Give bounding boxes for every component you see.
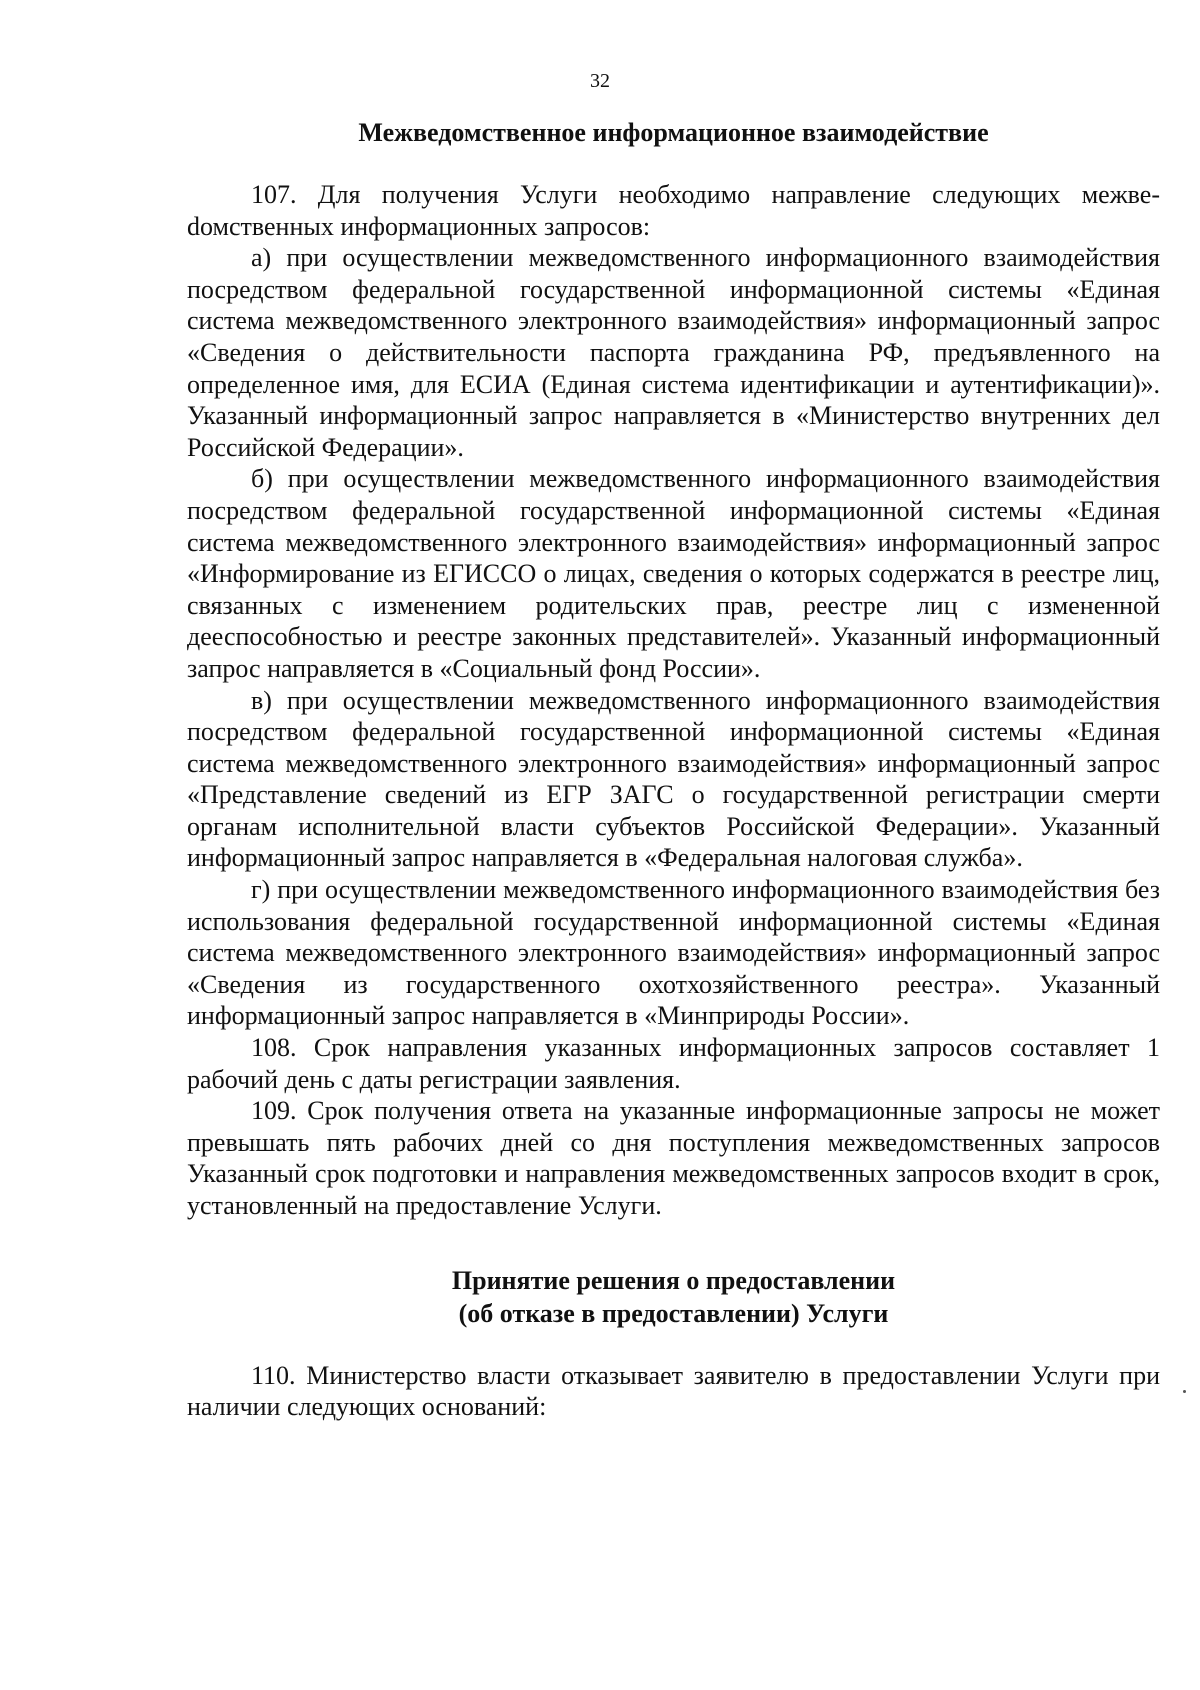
paragraph-107: 107. Для получения Услуги необходимо направление следующих межвеdомственных информационных запросов: bbox=[187, 180, 1160, 241]
paragraph-110: 110. Министерство власти отказывает заявителю в предоставлении Услуги при наличии следующих оснований: bbox=[187, 1360, 1160, 1422]
page-number: 32 bbox=[590, 70, 610, 92]
paragraph-107-g: г) при осуществлении межведомственного информационного взаимодействия без использования федеральной государственной информационной системы «Единая система межведомственного электронного взаимодействия» информационный запрос «Сведения из государственного охотхозяйственного реестра». Указанный информационный запрос направляется в «Минприроды России». bbox=[187, 875, 1160, 1031]
scan-speck bbox=[1183, 1390, 1186, 1393]
paragraph-107-v: в) при осуществлении межведомственного информационного взаимодействия посредством федеральной государственной информационной системы «Единая система межведомственного электронного взаимодействия» информационный запрос «Представление сведений из ЕГР ЗАГС о государственной регистрации смерти органам исполнительной власти субъектов Российской Федерации». Указанный информационный запрос направляется в «Федеральная налоговая служба». bbox=[187, 685, 1160, 873]
section-title-decision-line2: (об отказе в предоставлении) Услуги bbox=[458, 1298, 889, 1328]
paragraph-109: 109. Срок получения ответа на указанные информационные запросы не может превышать пять рабочих дней со дня поступления межведомственных запросов Указанный срок подготовки и направления межведомственных запросов входит в срок, установленный на предоставление Услуги. bbox=[187, 1096, 1160, 1220]
paragraph-108: 108. Срок направления указанных информационных запросов составляет 1 рабочий день с даты регистрации заявления. bbox=[187, 1033, 1160, 1094]
paragraph-107-a: а) при осуществлении межведомственного информационного взаимодействия посредством федеральной государственной информационной системы «Единая система межведомственного электронного взаимодействия» информационный запрос «Сведения о действительности паспорта гражданина РФ, предъявленного на определенное имя, для ЕСИА (Единая система идентификации и аутентификации)». Указанный информационный запрос направляется в «Министерство внутренних дел Российской Федерации». bbox=[187, 243, 1160, 462]
page-content bbox=[187, 116, 1160, 1423]
paragraph-107-b: б) при осуществлении межведомственного информационного взаимодействия посредством федеральной государственной информационной системы «Единая система межведомственного электронного взаимодействия» информационный запрос «Информирование из ЕГИССО о лицах, сведения о которых содержатся в реестре лиц, связанных с изменением родительских прав, реестре лиц с измененной дееспособностью и реестре законных представителей». Указанный информационный запрос направляется в «Социальный фонд России». bbox=[187, 464, 1160, 683]
section-title-decision bbox=[187, 1264, 1160, 1330]
section-title-decision-line1: Принятие решения о предоставлении bbox=[451, 1265, 896, 1295]
section-title-interagency: Межведомственное информационное взаимодействие bbox=[358, 118, 989, 147]
